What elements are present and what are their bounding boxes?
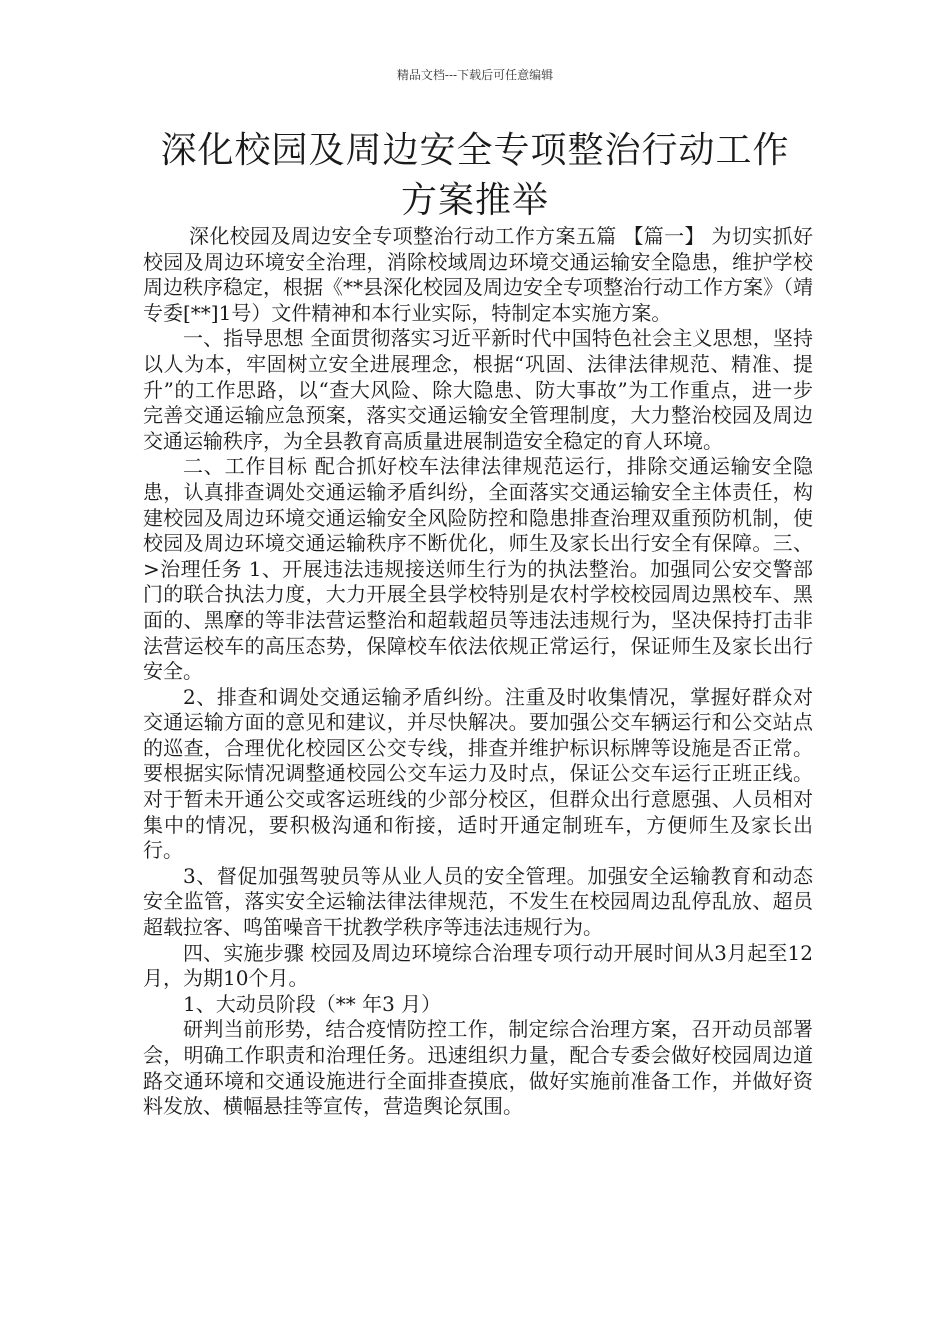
paragraph-work-goals: 二、工作目标 配合抓好校车法律法律规范运行，排除交通运输安全隐患，认真排查调处交通运输矛盾纠纷，全面落实交通运输安全主体责任，构建校园及周边环境交通运输安全风险防控和隐患排查治理双重预防机制，使校园及周边环境交通运输秩序不断优化，师生及家长出行安全有保障。三、>治理任务 1、开展违法违规接送师生行为的执法整治。加强同公安交警部门的联合执法力度，大力开展全县学校特别是农村学校校园周边黑校车、黑面的、黑摩的等非法营运整治和超载超员等违法违规行为，坚决保持打击非法营运校车的高压态势，保障校车依法依规正常运行，保证师生及家长出行安全。 [143, 454, 813, 684]
paragraph-mobilization-detail: 研判当前形势，结合疫情防控工作，制定综合治理方案，召开动员部署会，明确工作职责和治理任务。迅速组织力量，配合专委会做好校园周边道路交通环境和交通设施进行全面排查摸底，做好实施前准备工作，并做好资料发放、横幅悬挂等宣传，营造舆论氛围。 [143, 1017, 813, 1119]
paragraph-implementation-steps: 四、实施步骤 校园及周边环境综合治理专项行动开展时间从3月起至12月，为期10个月。 [143, 940, 813, 991]
paragraph-mobilization-heading: 1、大动员阶段（** 年3 月） [183, 991, 442, 1016]
paragraph-dispute-handling: 2、排查和调处交通运输矛盾纠纷。注重及时收集情况，掌握好群众对交通运输方面的意见和建议，并尽快解决。要加强公交车辆运行和公交站点的巡查，合理优化校园区公交专线，排查并维护标识标牌等设施是否正常。要根据实际情况调整通校园公交车运力及时点，保证公交车运行正班正线。对于暂未开通公交或客运班线的少部分校区，但群众出行意愿强、人员相对集中的情况，要积极沟通和衔接，适时开通定制班车，方便师生及家长出行。 [143, 684, 813, 863]
header-note: 精品文档---下载后可任意编辑 [396, 68, 554, 82]
paragraph-intro: 深化校园及周边安全专项整治行动工作方案五篇 【篇一】 为切实抓好校园及周边环境安全治理，消除校域周边环境交通运输安全隐患，维护学校周边秩序稳定，根据《**县深化校园及周边安全专项整治行动工作方案》（靖专委[**]1号）文件精神和本行业实际，特制定本实施方案。 [143, 224, 813, 325]
paragraph-driver-management: 3、督促加强驾驶员等从业人员的安全管理。加强安全运输教育和动态安全监管，落实安全运输法律法律规范，不发生在校园周边乱停乱放、超员超载拉客、鸣笛噪音干扰教学秩序等违法违规行为。 [143, 863, 813, 940]
document-title: 深化校园及周边安全专项整治行动工作方案推举 [160, 130, 790, 221]
paragraph-guiding-ideology: 一、指导思想 全面贯彻落实习近平新时代中国特色社会主义思想，坚持以人为本，牢固树立安全进展理念，根据“巩固、法律法律规范、精准、提升”的工作思路，以“查大风险、除大隐患、防大事故”为工作重点，进一步完善交通运输应急预案，落实交通运输安全管理制度，大力整治校园及周边交通运输秩序，为全县教育高质量进展制造安全稳定的育人环境。 [143, 326, 813, 453]
document-body [143, 224, 813, 1120]
